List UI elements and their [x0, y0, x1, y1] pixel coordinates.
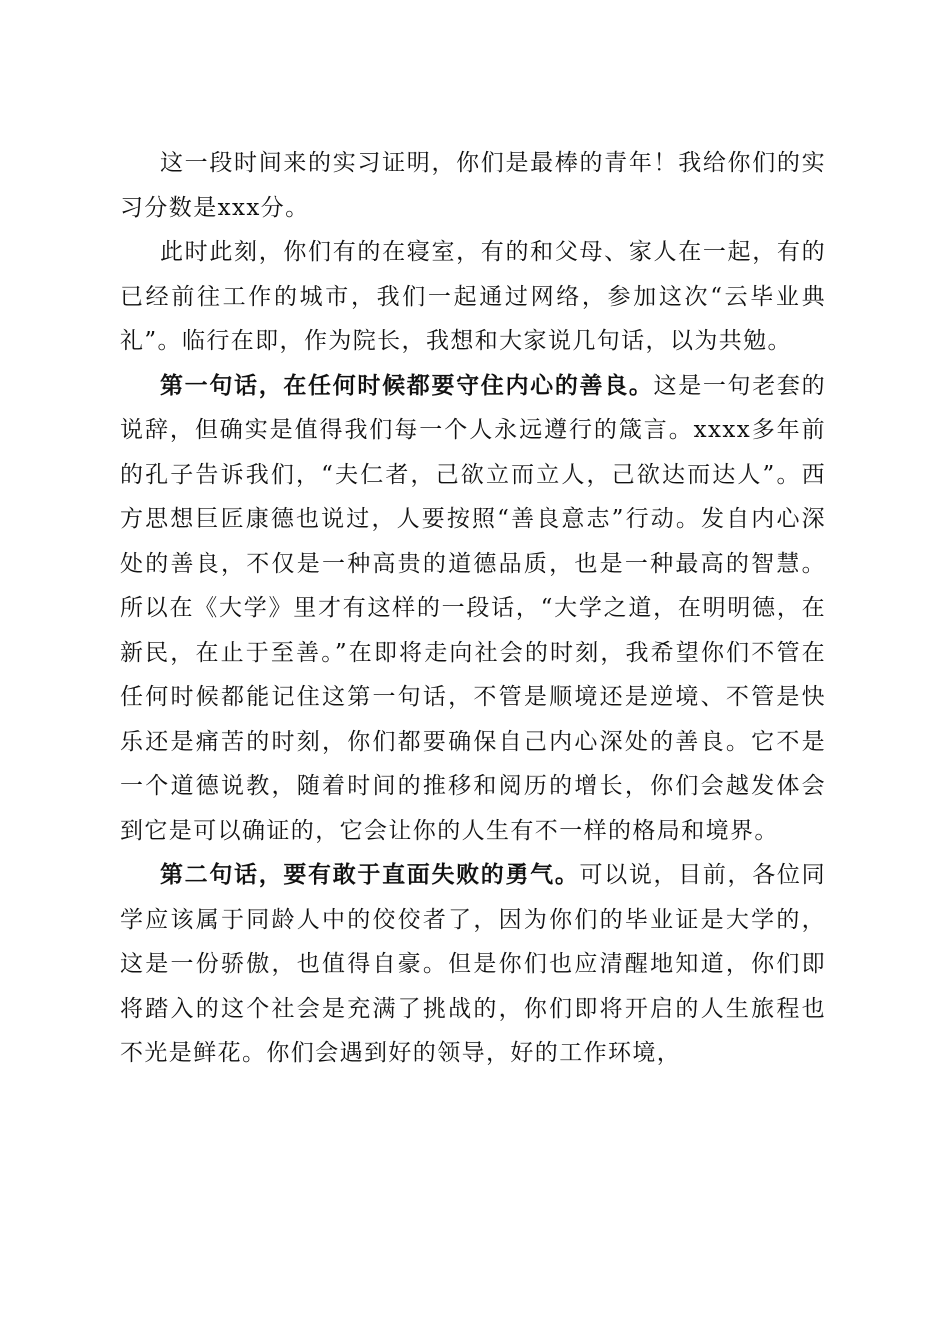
- paragraph-text: 此时此刻，你们有的在寝室，有的和父母、家人在一起，有的已经前往工作的城市，我们一起通过网络，参加这次“云毕业典礼”。临行在即，作为院长，我想和大家说几句话，以为共勉。: [120, 239, 826, 354]
- paragraph-lead-bold: 第二句话，要有敢于直面失败的勇气。: [160, 861, 580, 888]
- paragraph-internship-score: [120, 141, 826, 230]
- paragraph-cloud-graduation: [120, 230, 826, 364]
- document-body: [120, 141, 826, 1076]
- paragraph-text: 可以说，目前，各位同学应该属于同龄人中的佼佼者了，因为你们的毕业证是大学的，这是一份骄傲，也值得自豪。但是你们也应清醒地知道，你们即将踏入的这个社会是充满了挑战的，你们即将开启的人生旅程也不光是鲜花。你们会遇到好的领导，好的工作环境，: [120, 862, 826, 1066]
- paragraph-lead-bold: 第一句话，在任何时候都要守住内心的善良。: [160, 371, 654, 399]
- paragraph-text: 这一段时间来的实习证明，你们是最棒的青年！我给你们的实习分数是xxx分。: [120, 150, 826, 221]
- paragraph-second-advice: [120, 853, 826, 1076]
- paragraph-text: 这是一句老套的说辞，但确实是值得我们每一个人永远遵行的箴言。xxxx多年前的孔子告诉我们，“夫仁者，己欲立而立人，己欲达而达人”。西方思想巨匠康德也说过，人要按照“善良意志”行动。发自内心深处的善良，不仅是一种高贵的道德品质，也是一种最高的智慧。所以在《大学》里才有这样的一段话，“大学之道，在明明德，在新民，在止于至善。”在即将走向社会的时刻，我希望你们不管在任何时候都能记住这第一句话，不管是顺境还是逆境、不管是快乐还是痛苦的时刻，你们都要确保自己内心深处的善良。它不是一个道德说教，随着时间的推移和阅历的增长，你们会越发体会到它是可以确证的，它会让你的人生有不一样的格局和境界。: [120, 372, 826, 844]
- paragraph-first-advice: [120, 364, 826, 854]
